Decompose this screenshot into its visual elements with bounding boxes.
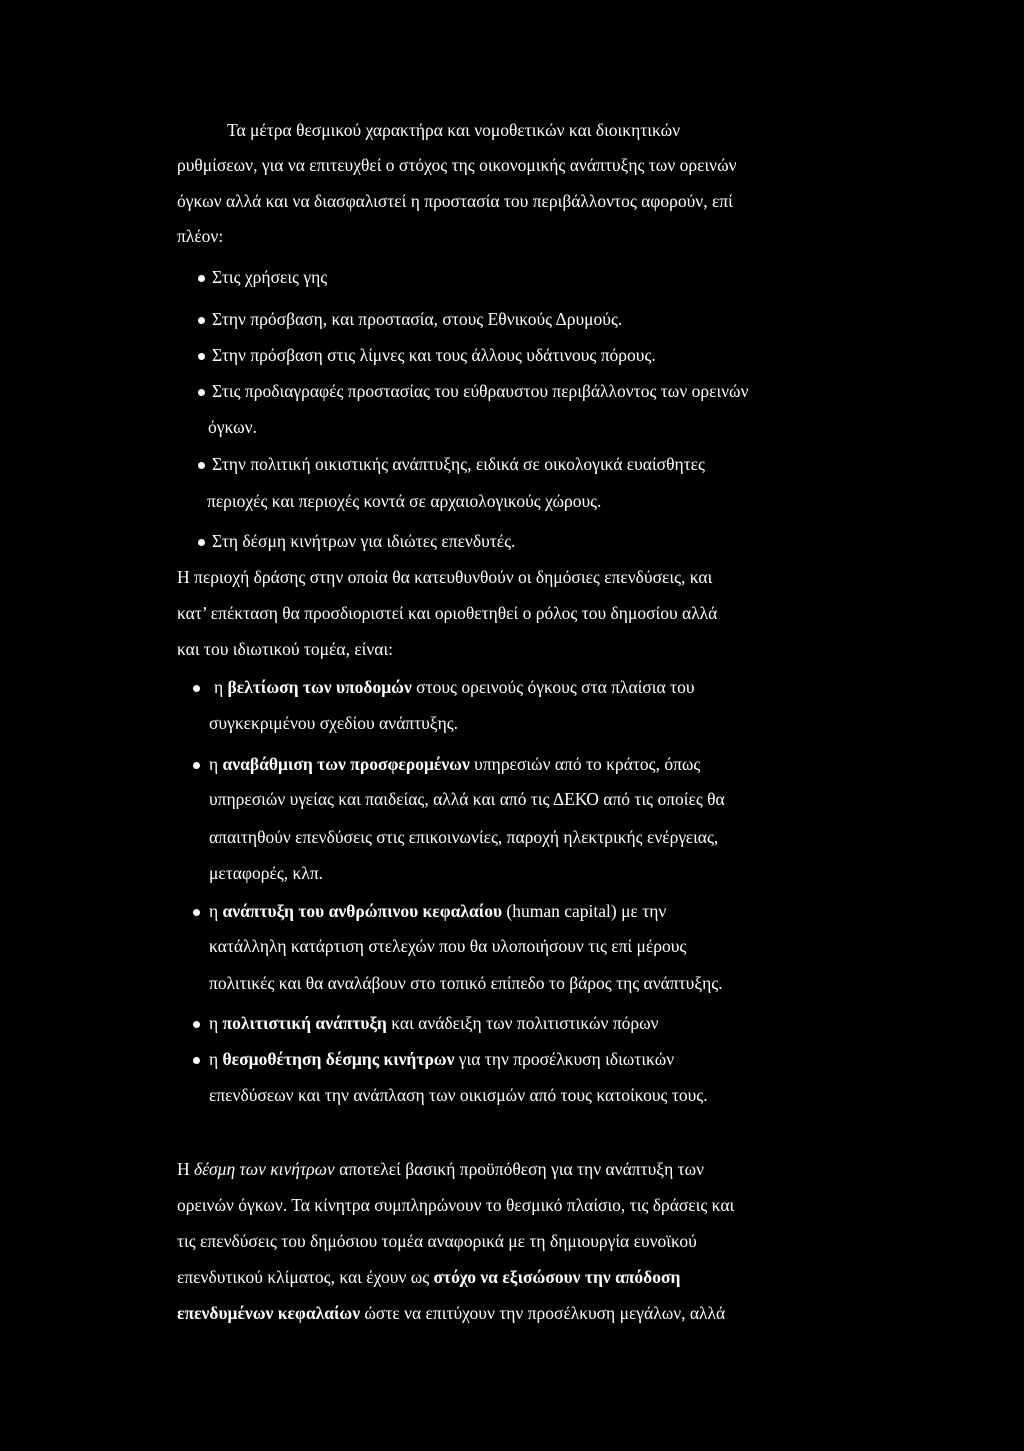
para2-line-1: Η περιοχή δράσης στην οποία θα κατευθυνθούν οι δημόσιες επενδύσεις, και	[177, 567, 713, 587]
intro-line-1: Τα μέτρα θεσμικού χαρακτήρα και νομοθετικών και διοικητικών	[227, 120, 681, 140]
bullet-icon	[193, 1021, 200, 1028]
para3-line-4: επενδυτικού κλίματος, και έχουν ως στόχο να εξισώσουν την απόδοση	[177, 1267, 681, 1287]
list2-item-1-cont: συγκεκριμένου σχεδίου ανάπτυξης.	[209, 713, 459, 733]
intro-line-3: όγκων αλλά και να διασφαλιστεί η προστασία του περιβάλλοντος αφορούν, επί	[177, 191, 733, 211]
list2-item-5-cont: επενδύσεων και την ανάπλαση των οικισμών από τους κατοίκους τους.	[209, 1085, 708, 1105]
list2-item-4: η πολιτιστική ανάπτυξη και ανάδειξη των πολιτιστικών πόρων	[209, 1013, 659, 1033]
bullet-icon	[198, 389, 205, 396]
bullet-icon	[193, 685, 200, 692]
list2-item-3-cont-1: κατάλληλη κατάρτιση στελεχών που θα υλοποιήσουν τις επί μέρους	[209, 936, 687, 956]
list1-item-6: Στη δέσμη κινήτρων για ιδιώτες επενδυτές.	[212, 531, 516, 551]
bullet-icon	[198, 539, 205, 546]
list2-item-5: η θεσμοθέτηση δέσμης κινήτρων για την προσέλκυση ιδιωτικών	[209, 1049, 675, 1069]
list1-item-5: Στην πολιτική οικιστικής ανάπτυξης, ειδικά σε οικολογικά ευαίσθητες	[212, 454, 705, 474]
list2-item-2-cont-1: υπηρεσιών υγείας και παιδείας, αλλά και από τις ΔΕΚΟ από τις οποίες θα	[209, 789, 725, 809]
para3-line-5: επενδυμένων κεφαλαίων ώστε να επιτύχουν την προσέλκυση μεγάλων, αλλά	[177, 1303, 726, 1323]
list2-item-3: η ανάπτυξη του ανθρώπινου κεφαλαίου (human capital) με την	[209, 901, 667, 921]
para2-line-2: κατ’ επέκταση θα προσδιοριστεί και οριοθετηθεί ο ρόλος του δημοσίου αλλά	[177, 603, 718, 623]
bullet-icon	[198, 275, 205, 282]
list2-item-2: η αναβάθμιση των προσφερομένων υπηρεσιών από το κράτος, όπως	[209, 754, 701, 774]
bullet-icon	[193, 762, 200, 769]
bullet-icon	[193, 1057, 200, 1064]
intro-line-2: ρυθμίσεων, για να επιτευχθεί ο στόχος της οικονομικής ανάπτυξης των ορεινών	[177, 155, 737, 175]
list1-item-2: Στην πρόσβαση, και προστασία, στους Εθνικούς Δρυμούς.	[212, 309, 623, 329]
list1-item-1: Στις χρήσεις γης	[212, 267, 328, 287]
list2-item-2-cont-3: μεταφορές, κλπ.	[209, 863, 324, 883]
bullet-icon	[198, 317, 205, 324]
para3-line-1: Η δέσμη των κινήτρων αποτελεί βασική προϋπόθεση για την ανάπτυξη των	[177, 1159, 705, 1179]
para3-line-3: τις επενδύσεις του δημόσιου τομέα αναφορικά με τη δημιουργία ευνοϊκού	[177, 1231, 697, 1251]
list2-item-3-cont-2: πολιτικές και θα αναλάβουν στο τοπικό επίπεδο το βάρος της ανάπτυξης.	[209, 973, 723, 993]
list1-item-4: Στις προδιαγραφές προστασίας του εύθραυστου περιβάλλοντος των ορεινών	[212, 381, 749, 401]
list2-item-1: η βελτίωση των υποδομών στους ορεινούς όγκους στα πλαίσια του	[214, 677, 695, 697]
bullet-icon	[198, 462, 205, 469]
bullet-icon	[193, 909, 200, 916]
bullet-icon	[198, 353, 205, 360]
list1-item-5-cont: περιοχές και περιοχές κοντά σε αρχαιολογικούς χώρους.	[207, 491, 602, 511]
para3-line-2: ορεινών όγκων. Τα κίνητρα συμπληρώνουν το θεσμικό πλαίσιο, τις δράσεις και	[177, 1195, 735, 1215]
para2-line-3: και του ιδιωτικού τομέα, είναι:	[177, 639, 394, 659]
intro-line-4: πλέον:	[177, 226, 224, 246]
list1-item-4-cont: όγκων.	[208, 417, 257, 437]
list2-item-2-cont-2: απαιτηθούν επενδύσεις στις επικοινωνίες, παροχή ηλεκτρικής ενέργειας,	[209, 827, 719, 847]
list1-item-3: Στην πρόσβαση στις λίμνες και τους άλλους υδάτινους πόρους.	[212, 345, 656, 365]
